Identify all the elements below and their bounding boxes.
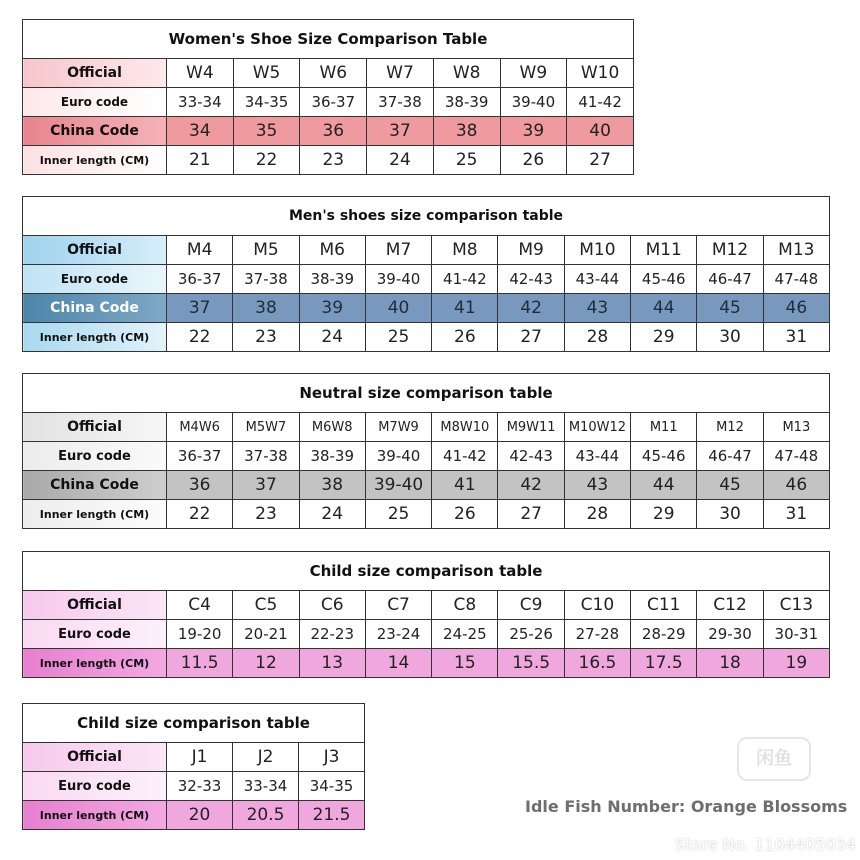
size-cell-inner: 23	[300, 146, 367, 175]
size-cell-euro: 41-42	[567, 88, 634, 117]
size-cell-official: C12	[697, 591, 763, 620]
table-row	[23, 442, 830, 471]
xianyu-watermark-logo: 闲鱼	[737, 737, 811, 781]
size-cell-euro: 41-42	[432, 442, 498, 471]
size-cell-official: J3	[299, 743, 365, 772]
size-cell-inner: 29	[631, 500, 697, 529]
size-cell-inner: 27	[498, 500, 564, 529]
size-cell-china: 41	[432, 471, 498, 500]
size-cell-china: 44	[631, 471, 697, 500]
size-cell-china: 39	[299, 294, 365, 323]
row-label: Official	[23, 236, 167, 265]
idle-fish-number-note: Idle Fish Number: Orange Blossoms	[525, 797, 848, 816]
row-label: Inner length (CM)	[23, 801, 167, 830]
size-cell-official: C9	[498, 591, 564, 620]
row-label: Euro code	[23, 265, 167, 294]
size-cell-china: 39-40	[365, 471, 431, 500]
size-cell-euro: 36-37	[167, 442, 233, 471]
size-cell-euro: 25-26	[498, 620, 564, 649]
size-cell-official: M13	[763, 413, 829, 442]
size-cell-official: C6	[299, 591, 365, 620]
table-row	[23, 471, 830, 500]
table-title: Men's shoes size comparison table	[23, 197, 830, 236]
size-cell-inner: 28	[564, 500, 630, 529]
size-cell-inner: 17.5	[631, 649, 697, 678]
size-cell-inner: 24	[299, 500, 365, 529]
size-cell-euro: 24-25	[432, 620, 498, 649]
size-cell-inner: 20	[167, 801, 233, 830]
size-cell-euro: 45-46	[631, 265, 697, 294]
size-cell-china: 41	[432, 294, 498, 323]
size-cell-euro: 36-37	[167, 265, 233, 294]
size-cell-euro: 43-44	[564, 442, 630, 471]
men-size-table	[22, 196, 830, 352]
table-title: Child size comparison table	[23, 704, 365, 743]
size-cell-euro: 22-23	[299, 620, 365, 649]
size-cell-inner: 18	[697, 649, 763, 678]
row-label: Inner length (CM)	[23, 146, 167, 175]
size-cell-official: M10	[564, 236, 630, 265]
size-cell-inner: 11.5	[167, 649, 233, 678]
size-cell-euro: 32-33	[167, 772, 233, 801]
size-cell-official: C7	[365, 591, 431, 620]
row-label: Euro code	[23, 442, 167, 471]
size-cell-euro: 42-43	[498, 265, 564, 294]
size-cell-euro: 46-47	[697, 442, 763, 471]
size-cell-official: M4W6	[167, 413, 233, 442]
size-cell-china: 40	[567, 117, 634, 146]
size-cell-euro: 38-39	[299, 265, 365, 294]
size-cell-china: 35	[233, 117, 300, 146]
size-cell-china: 43	[564, 294, 630, 323]
size-cell-euro: 47-48	[763, 442, 829, 471]
size-cell-official: M6W8	[299, 413, 365, 442]
size-cell-official: M9	[498, 236, 564, 265]
size-cell-official: M5	[233, 236, 299, 265]
size-cell-official: W9	[500, 59, 567, 88]
size-cell-official: W10	[567, 59, 634, 88]
size-cell-official: C13	[763, 591, 829, 620]
size-cell-official: W6	[300, 59, 367, 88]
size-cell-euro: 46-47	[697, 265, 763, 294]
row-label: Euro code	[23, 620, 167, 649]
size-cell-inner: 13	[299, 649, 365, 678]
size-cell-official: M5W7	[233, 413, 299, 442]
size-cell-inner: 19	[763, 649, 829, 678]
size-cell-inner: 22	[167, 323, 233, 352]
size-cell-euro: 37-38	[233, 265, 299, 294]
row-label: China Code	[23, 294, 167, 323]
row-label: Euro code	[23, 88, 167, 117]
size-cell-official: M8	[432, 236, 498, 265]
size-cell-official: M10W12	[564, 413, 630, 442]
size-cell-official: C5	[233, 591, 299, 620]
size-cell-inner: 23	[233, 323, 299, 352]
neutral-size-table	[22, 373, 830, 529]
women-size-table	[22, 19, 634, 175]
table-row	[23, 265, 830, 294]
row-label: Official	[23, 59, 167, 88]
size-cell-euro: 34-35	[233, 88, 300, 117]
size-cell-official: C4	[167, 591, 233, 620]
size-cell-china: 39	[500, 117, 567, 146]
size-cell-china: 38	[299, 471, 365, 500]
size-cell-inner: 30	[697, 500, 763, 529]
size-cell-inner: 25	[365, 323, 431, 352]
size-cell-inner: 26	[432, 500, 498, 529]
size-cell-china: 37	[367, 117, 434, 146]
size-cell-euro: 42-43	[498, 442, 564, 471]
size-cell-inner: 22	[167, 500, 233, 529]
size-cell-china: 44	[631, 294, 697, 323]
size-cell-official: J2	[233, 743, 299, 772]
size-cell-china: 42	[498, 294, 564, 323]
size-cell-china: 36	[300, 117, 367, 146]
size-cell-official: J1	[167, 743, 233, 772]
size-cell-china: 38	[233, 294, 299, 323]
size-cell-euro: 37-38	[367, 88, 434, 117]
table-title: Child size comparison table	[23, 552, 830, 591]
size-cell-euro: 39-40	[365, 442, 431, 471]
size-cell-official: C8	[432, 591, 498, 620]
size-cell-euro: 38-39	[299, 442, 365, 471]
table-row	[23, 323, 830, 352]
row-label: Euro code	[23, 772, 167, 801]
row-label: Official	[23, 743, 167, 772]
size-cell-inner: 31	[763, 323, 829, 352]
table-title: Women's Shoe Size Comparison Table	[23, 20, 634, 59]
size-cell-euro: 28-29	[631, 620, 697, 649]
size-cell-official: M11	[631, 236, 697, 265]
table-row	[23, 591, 830, 620]
size-cell-china: 38	[433, 117, 500, 146]
table-row	[23, 88, 634, 117]
table-row	[23, 413, 830, 442]
table-row	[23, 146, 634, 175]
size-cell-euro: 23-24	[365, 620, 431, 649]
size-cell-euro: 20-21	[233, 620, 299, 649]
size-cell-official: M12	[697, 236, 763, 265]
row-label: Inner length (CM)	[23, 500, 167, 529]
table-row	[23, 500, 830, 529]
size-cell-inner: 20.5	[233, 801, 299, 830]
size-cell-inner: 15.5	[498, 649, 564, 678]
size-cell-inner: 26	[432, 323, 498, 352]
size-cell-euro: 38-39	[433, 88, 500, 117]
size-cell-china: 34	[167, 117, 234, 146]
size-cell-china: 37	[233, 471, 299, 500]
table-row	[23, 649, 830, 678]
size-cell-inner: 24	[299, 323, 365, 352]
size-cell-inner: 25	[365, 500, 431, 529]
size-cell-official: M7W9	[365, 413, 431, 442]
size-cell-china: 46	[763, 471, 829, 500]
row-label: Official	[23, 591, 167, 620]
size-cell-inner: 27	[498, 323, 564, 352]
size-cell-official: W5	[233, 59, 300, 88]
size-cell-inner: 21.5	[299, 801, 365, 830]
child-c-size-table	[22, 551, 830, 678]
size-cell-euro: 27-28	[564, 620, 630, 649]
size-cell-official: M11	[631, 413, 697, 442]
size-cell-euro: 37-38	[233, 442, 299, 471]
size-cell-euro: 34-35	[299, 772, 365, 801]
size-cell-official: M6	[299, 236, 365, 265]
row-label: Official	[23, 413, 167, 442]
size-cell-inner: 28	[564, 323, 630, 352]
child-j-size-table	[22, 703, 365, 830]
size-cell-euro: 39-40	[365, 265, 431, 294]
size-cell-euro: 33-34	[167, 88, 234, 117]
table-row	[23, 620, 830, 649]
size-cell-euro: 41-42	[432, 265, 498, 294]
size-cell-euro: 45-46	[631, 442, 697, 471]
size-cell-inner: 23	[233, 500, 299, 529]
store-number: Store No. 1104405034	[675, 835, 856, 854]
table-title: Neutral size comparison table	[23, 374, 830, 413]
size-cell-china: 40	[365, 294, 431, 323]
table-row	[23, 59, 634, 88]
size-cell-official: M12	[697, 413, 763, 442]
table-row	[23, 294, 830, 323]
size-cell-inner: 22	[233, 146, 300, 175]
size-cell-inner: 24	[367, 146, 434, 175]
size-cell-inner: 27	[567, 146, 634, 175]
size-cell-euro: 29-30	[697, 620, 763, 649]
size-cell-inner: 21	[167, 146, 234, 175]
size-cell-official: W8	[433, 59, 500, 88]
size-cell-inner: 26	[500, 146, 567, 175]
size-cell-inner: 31	[763, 500, 829, 529]
size-cell-china: 45	[697, 471, 763, 500]
size-cell-china: 42	[498, 471, 564, 500]
size-cell-euro: 39-40	[500, 88, 567, 117]
row-label: Inner length (CM)	[23, 323, 167, 352]
size-cell-official: M9W11	[498, 413, 564, 442]
size-cell-official: W7	[367, 59, 434, 88]
size-cell-inner: 15	[432, 649, 498, 678]
size-cell-inner: 16.5	[564, 649, 630, 678]
row-label: Inner length (CM)	[23, 649, 167, 678]
size-cell-official: M13	[763, 236, 829, 265]
size-cell-china: 36	[167, 471, 233, 500]
row-label: China Code	[23, 471, 167, 500]
size-cell-inner: 30	[697, 323, 763, 352]
size-cell-inner: 25	[433, 146, 500, 175]
table-row	[23, 236, 830, 265]
size-cell-euro: 43-44	[564, 265, 630, 294]
table-row	[23, 772, 365, 801]
table-row	[23, 117, 634, 146]
row-label: China Code	[23, 117, 167, 146]
size-cell-euro: 36-37	[300, 88, 367, 117]
table-row	[23, 801, 365, 830]
size-cell-inner: 14	[365, 649, 431, 678]
size-cell-euro: 30-31	[763, 620, 829, 649]
size-cell-inner: 29	[631, 323, 697, 352]
size-cell-euro: 19-20	[167, 620, 233, 649]
size-cell-euro: 33-34	[233, 772, 299, 801]
size-cell-china: 43	[564, 471, 630, 500]
size-cell-official: C11	[631, 591, 697, 620]
size-cell-official: W4	[167, 59, 234, 88]
size-cell-official: M7	[365, 236, 431, 265]
size-cell-official: M8W10	[432, 413, 498, 442]
size-cell-china: 46	[763, 294, 829, 323]
size-cell-china: 45	[697, 294, 763, 323]
size-cell-inner: 12	[233, 649, 299, 678]
size-cell-china: 37	[167, 294, 233, 323]
size-cell-official: C10	[564, 591, 630, 620]
size-cell-official: M4	[167, 236, 233, 265]
table-row	[23, 743, 365, 772]
size-cell-euro: 47-48	[763, 265, 829, 294]
